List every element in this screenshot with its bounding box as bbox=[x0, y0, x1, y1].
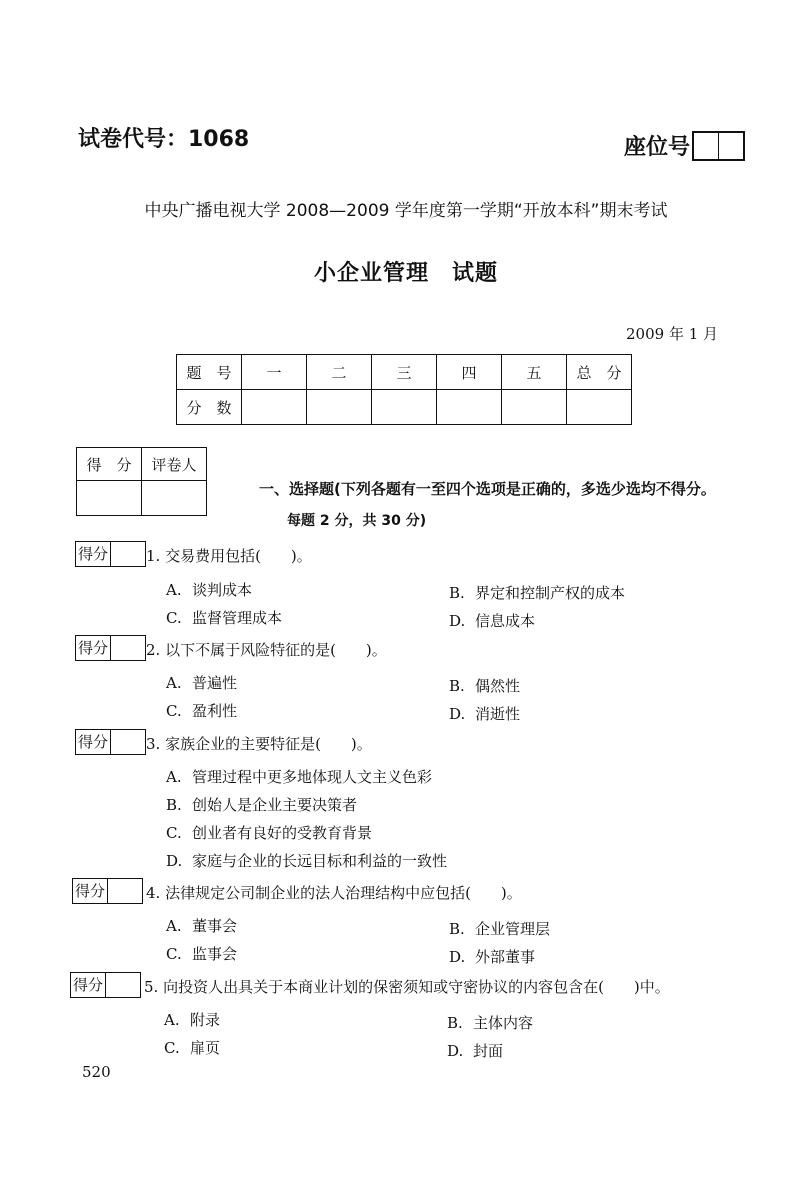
score-entry-cell[interactable] bbox=[502, 390, 567, 425]
score-box-label: 得分 bbox=[75, 729, 111, 755]
section-title: 一、选择题(下列各题有一至四个选项是正确的，多选少选均不得分。 bbox=[259, 480, 716, 498]
question-stem: 5. 向投资人出具关于本商业计划的保密须知或守密协议的内容包含在( )中。 bbox=[144, 978, 670, 996]
option-c[interactable]: C. 扉页 bbox=[164, 1039, 221, 1057]
question-stem: 4. 法律规定公司制企业的法人治理结构中应包括( )。 bbox=[146, 884, 522, 902]
score-box[interactable] bbox=[70, 972, 141, 998]
score-table-cell: 题 号 bbox=[177, 355, 242, 390]
option-a[interactable]: A. 管理过程中更多地体现人文主义色彩 bbox=[166, 768, 433, 786]
question-stem: 3. 家族企业的主要特征是( )。 bbox=[146, 735, 372, 753]
option-d[interactable]: D. 外部董事 bbox=[449, 948, 536, 966]
option-c[interactable]: C. 监督管理成本 bbox=[166, 609, 283, 627]
section-note: 每题 2 分，共 30 分) bbox=[287, 513, 427, 529]
score-box[interactable] bbox=[72, 878, 143, 904]
score-table-cell: 总 分 bbox=[567, 355, 632, 390]
option-b[interactable]: B. 主体内容 bbox=[447, 1014, 534, 1032]
option-a[interactable]: A. 谈判成本 bbox=[166, 581, 253, 599]
score-table-cell: 五 bbox=[502, 355, 567, 390]
score-box-label: 得分 bbox=[75, 635, 111, 661]
exam-date: 2009 年 1 月 bbox=[626, 325, 719, 343]
question-stem: 1. 交易费用包括( )。 bbox=[146, 547, 312, 565]
score-table-header-row bbox=[177, 355, 632, 390]
score-box-label: 得分 bbox=[75, 541, 111, 567]
score-table-cell: 三 bbox=[372, 355, 437, 390]
option-a[interactable]: A. 普遍性 bbox=[166, 674, 238, 692]
score-box[interactable] bbox=[75, 729, 146, 755]
option-c[interactable]: C. 创业者有良好的受教育背景 bbox=[166, 824, 373, 842]
score-box[interactable] bbox=[75, 541, 146, 567]
option-d[interactable]: D. 封面 bbox=[447, 1042, 504, 1060]
option-a[interactable]: A. 附录 bbox=[164, 1011, 221, 1029]
seat-number bbox=[624, 130, 745, 161]
option-b[interactable]: B. 企业管理层 bbox=[449, 920, 551, 938]
option-b[interactable]: B. 偶然性 bbox=[449, 677, 521, 695]
score-table-cell: 分 数 bbox=[177, 390, 242, 425]
score-table-cell: 二 bbox=[307, 355, 372, 390]
score-entry-cell[interactable] bbox=[437, 390, 502, 425]
option-d[interactable]: D. 信息成本 bbox=[449, 612, 536, 630]
seat-label: 座位号 bbox=[624, 135, 691, 160]
option-c[interactable]: C. 盈利性 bbox=[166, 702, 238, 720]
option-b[interactable]: B. 界定和控制产权的成本 bbox=[449, 584, 626, 602]
paper-code: 试卷代号：1068 bbox=[78, 127, 250, 152]
score-table-cell: 四 bbox=[437, 355, 502, 390]
page-number: 520 bbox=[82, 1063, 111, 1081]
grader-table bbox=[76, 447, 207, 516]
question-stem: 2. 以下不属于风险特征的是( )。 bbox=[146, 641, 387, 659]
score-box-label: 得分 bbox=[70, 972, 106, 998]
score-entry-cell[interactable] bbox=[567, 390, 632, 425]
score-entry-cell[interactable] bbox=[372, 390, 437, 425]
option-c[interactable]: C. 监事会 bbox=[166, 945, 238, 963]
score-summary-table bbox=[176, 354, 632, 425]
option-b[interactable]: B. 创始人是企业主要决策者 bbox=[166, 796, 358, 814]
score-table-cell: 一 bbox=[242, 355, 307, 390]
exam-subtitle: 中央广播电视大学 2008—2009 学年度第一学期“开放本科”期末考试 bbox=[144, 201, 668, 221]
score-box[interactable] bbox=[75, 635, 146, 661]
score-table-score-row bbox=[177, 390, 632, 425]
option-a[interactable]: A. 董事会 bbox=[166, 917, 238, 935]
option-d[interactable]: D. 家庭与企业的长远目标和利益的一致性 bbox=[166, 852, 448, 870]
grader-name-cell[interactable] bbox=[142, 481, 207, 516]
grader-table-header: 得 分 bbox=[77, 448, 142, 481]
score-box-label: 得分 bbox=[72, 878, 108, 904]
grader-score-cell[interactable] bbox=[77, 481, 142, 516]
exam-title: 小企业管理 试题 bbox=[313, 261, 498, 286]
score-entry-cell[interactable] bbox=[307, 390, 372, 425]
grader-table-header: 评卷人 bbox=[142, 448, 207, 481]
option-d[interactable]: D. 消逝性 bbox=[449, 705, 521, 723]
score-entry-cell[interactable] bbox=[242, 390, 307, 425]
seat-number-boxes[interactable] bbox=[692, 131, 745, 161]
